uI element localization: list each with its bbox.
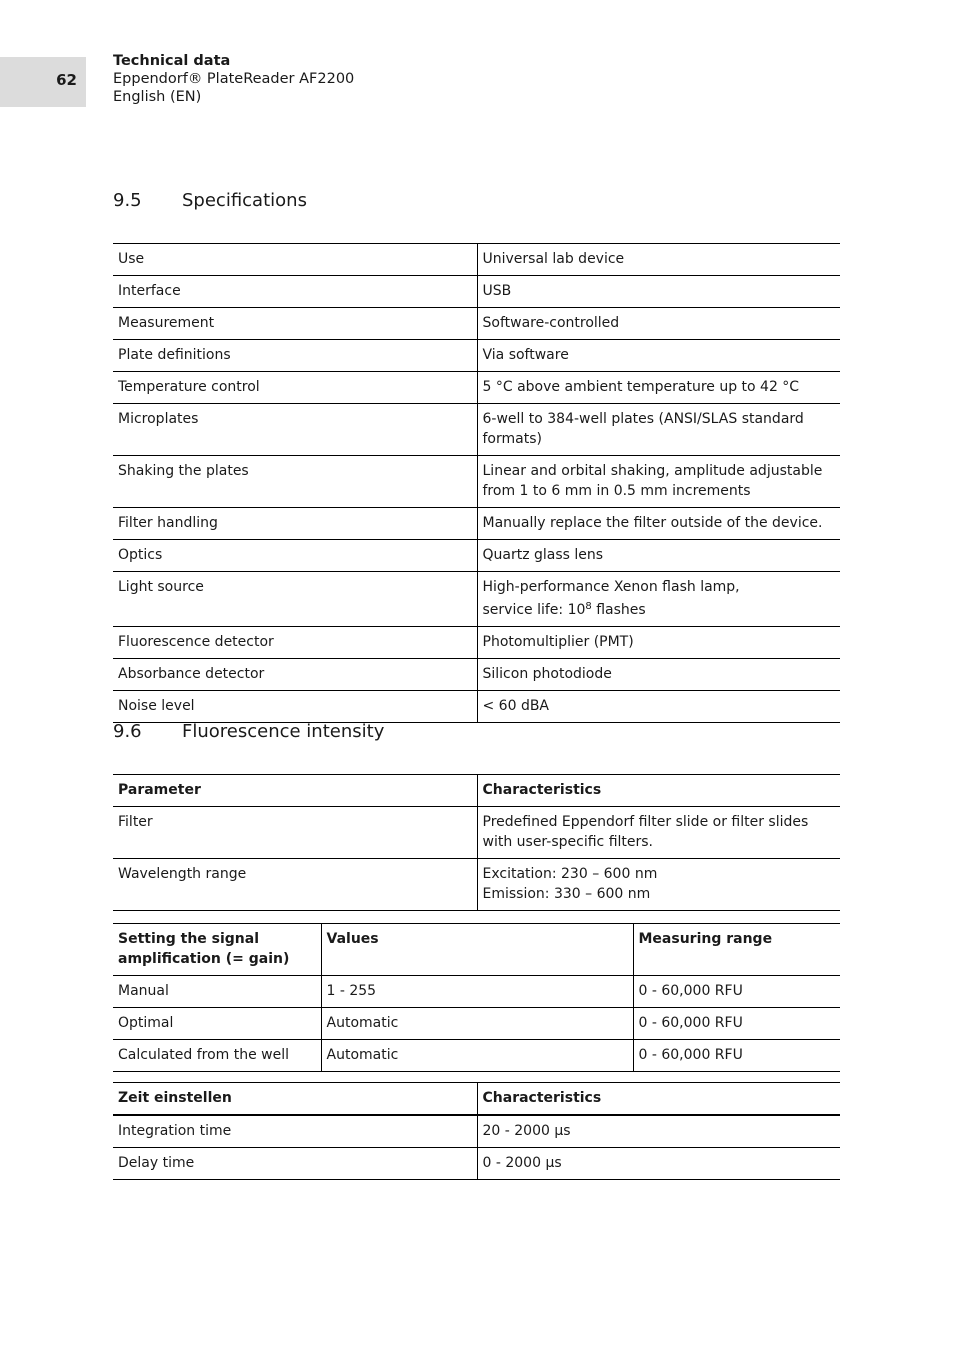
- table-cell: Microplates: [113, 404, 477, 456]
- table-cell: Automatic: [321, 1008, 633, 1040]
- table-row: [113, 976, 840, 1008]
- gain-table: [113, 923, 840, 1072]
- table-cell: Plate definitions: [113, 340, 477, 372]
- table-row: [113, 244, 840, 276]
- table-cell: 6-well to 384-well plates (ANSI/SLAS standard formats): [477, 404, 840, 456]
- table-cell: 20 - 2000 µs: [477, 1115, 840, 1148]
- table-cell: Manually replace the filter outside of the device.: [477, 508, 840, 540]
- table-cell: Silicon photodiode: [477, 659, 840, 691]
- page-number: 62: [56, 71, 77, 89]
- header-cell: Values: [321, 924, 633, 976]
- header-cell: Measuring range: [633, 924, 840, 976]
- table-cell: Filter handling: [113, 508, 477, 540]
- table-cell: Photomultiplier (PMT): [477, 627, 840, 659]
- table-cell: Manual: [113, 976, 321, 1008]
- table-cell: 0 - 2000 µs: [477, 1148, 840, 1180]
- table-row: [113, 859, 840, 911]
- excitation-range: Excitation: 230 – 600 nm: [482, 866, 658, 882]
- table-cell: Integration time: [113, 1115, 477, 1148]
- header-cell: Zeit einstellen: [113, 1083, 477, 1116]
- table-cell: Filter: [113, 807, 477, 859]
- table-cell: Calculated from the well: [113, 1040, 321, 1072]
- header-language: English (EN): [113, 89, 202, 105]
- table-header-row: [113, 1083, 840, 1116]
- table-cell: 1 - 255: [321, 976, 633, 1008]
- table-row: [113, 572, 840, 627]
- table-cell: Via software: [477, 340, 840, 372]
- table-row: [113, 659, 840, 691]
- table-row: [113, 807, 840, 859]
- header-cell: Parameter: [113, 775, 477, 807]
- header-cell: Characteristics: [477, 1083, 840, 1116]
- table-cell: Universal lab device: [477, 244, 840, 276]
- table-cell: USB: [477, 276, 840, 308]
- table-row: [113, 276, 840, 308]
- section-number: 9.5: [113, 190, 142, 211]
- table-cell: 5 °C above ambient temperature up to 42 °C: [477, 372, 840, 404]
- table-cell: Optimal: [113, 1008, 321, 1040]
- table-cell: [477, 859, 840, 911]
- table-row: [113, 508, 840, 540]
- page-number-tab: [0, 57, 86, 107]
- table-cell: Interface: [113, 276, 477, 308]
- header-title: Technical data: [113, 53, 231, 69]
- specifications-table: [113, 243, 840, 723]
- light-source-life: [483, 597, 836, 620]
- time-table: [113, 1082, 840, 1180]
- table-row: [113, 340, 840, 372]
- table-cell: [477, 572, 840, 627]
- header-product: Eppendorf® PlateReader AF2200: [113, 71, 355, 87]
- table-row: [113, 691, 840, 723]
- fluorescence-parameters-table: [113, 774, 840, 911]
- section-number: 9.6: [113, 721, 142, 742]
- running-header: [113, 52, 354, 106]
- header-cell: Setting the signal amplification (= gain): [113, 924, 321, 976]
- emission-range: Emission: 330 – 600 nm: [482, 886, 651, 902]
- table-row: [113, 1148, 840, 1180]
- table-cell: Light source: [113, 572, 477, 627]
- table-cell: Wavelength range: [113, 859, 477, 911]
- table-cell: Predefined Eppendorf filter slide or filter slides with user-specific filters.: [477, 807, 840, 859]
- table-cell: 0 - 60,000 RFU: [633, 1040, 840, 1072]
- table-row: [113, 372, 840, 404]
- table-cell: Use: [113, 244, 477, 276]
- section-heading-fluorescence: [113, 721, 384, 742]
- table-cell: 0 - 60,000 RFU: [633, 976, 840, 1008]
- table-cell: 0 - 60,000 RFU: [633, 1008, 840, 1040]
- table-cell: Noise level: [113, 691, 477, 723]
- table-cell: Optics: [113, 540, 477, 572]
- table-row: [113, 540, 840, 572]
- table-cell: Absorbance detector: [113, 659, 477, 691]
- section-heading-specifications: [113, 190, 307, 211]
- table-row: [113, 1008, 840, 1040]
- table-header-row: [113, 924, 840, 976]
- table-header-row: [113, 775, 840, 807]
- table-cell: Measurement: [113, 308, 477, 340]
- life-suffix: flashes: [591, 602, 646, 618]
- table-row: [113, 627, 840, 659]
- table-cell: < 60 dBA: [477, 691, 840, 723]
- section-title: Specifications: [182, 190, 307, 211]
- table-cell: Temperature control: [113, 372, 477, 404]
- life-prefix: service life: 10: [482, 602, 586, 618]
- table-cell: Linear and orbital shaking, amplitude adjustable from 1 to 6 mm in 0.5 mm increments: [477, 456, 840, 508]
- table-cell: Software-controlled: [477, 308, 840, 340]
- table-cell: Quartz glass lens: [477, 540, 840, 572]
- header-cell: Characteristics: [477, 775, 840, 807]
- table-cell: Delay time: [113, 1148, 477, 1180]
- light-source-type: High-performance Xenon flash lamp,: [482, 579, 740, 595]
- section-title: Fluorescence intensity: [182, 721, 385, 742]
- table-row: [113, 1115, 840, 1148]
- table-row: [113, 404, 840, 456]
- table-row: [113, 1040, 840, 1072]
- table-row: [113, 456, 840, 508]
- table-cell: Shaking the plates: [113, 456, 477, 508]
- table-row: [113, 308, 840, 340]
- life-exponent: 8: [585, 601, 592, 612]
- table-cell: Fluorescence detector: [113, 627, 477, 659]
- table-cell: Automatic: [321, 1040, 633, 1072]
